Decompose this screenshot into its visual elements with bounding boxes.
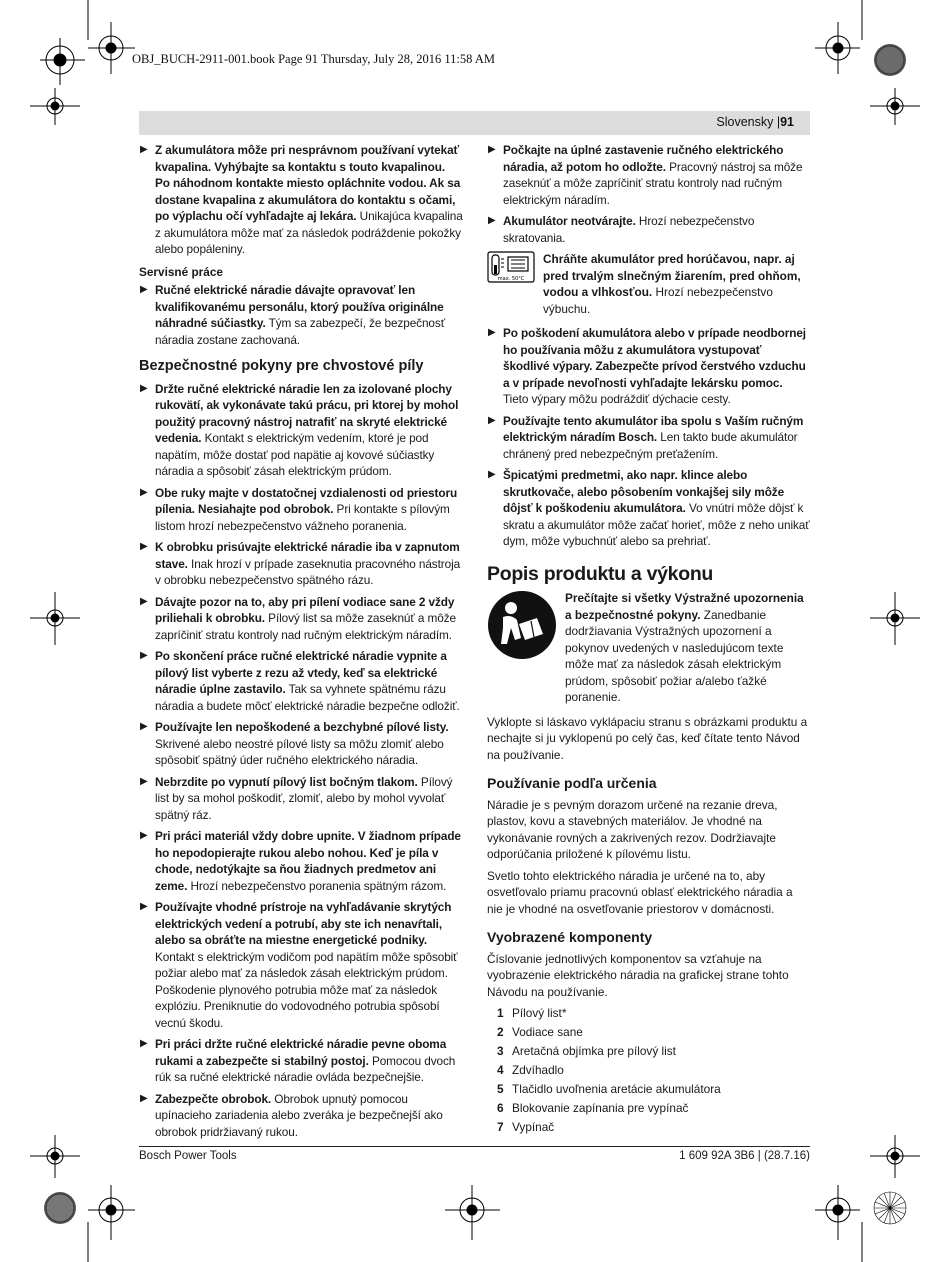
crosshair-mark-top-left (40, 38, 85, 85)
bullet-triangle-icon: ▶ (140, 1092, 148, 1104)
bullet-bold-text: Po skončení práce ručné elektrické náradie vypnite a pílový list vyberte z rezu až vtedy, keď sa elektrické náradie úplne zastavilo. (155, 649, 447, 696)
bullet-triangle-icon: ▶ (140, 541, 148, 552)
safety-bullet (139, 1091, 463, 1141)
bullet-bold-text: Používajte tento akumulátor iba spolu s Vaším ručným elektrickým náradím Bosch. (503, 413, 804, 444)
component-label: Pílový list* (512, 1006, 567, 1020)
bullet-triangle-icon: ▶ (140, 595, 148, 607)
component-item (497, 1100, 810, 1117)
bullet-text: Obrobok upnutý pomocou upínacieho zariadenia alebo zveráka je bezpečnejší ako obrobok pridržiavaný rukou. (155, 1091, 443, 1139)
safety-bullet (139, 142, 463, 258)
crosshair-mark-right-middle (870, 592, 920, 645)
star-disc-bottom-right (874, 1192, 906, 1224)
crosshair-mark-left-middle (30, 592, 80, 645)
bullet-text: Skrivené alebo neostré pílové listy sa môžu zlomiť alebo spôsobiť spätný úder ručného elektrického náradia. (155, 736, 444, 767)
safety-bullet (139, 485, 463, 535)
bullet-triangle-icon: ▶ (140, 486, 148, 498)
bullet-bold-text: Dávajte pozor na to, aby pri pílení vodiace sane 2 vždy priliehali k obrobku. (155, 594, 455, 625)
bullet-text: Len takto bude akumulátor chránený pred nebezpečným preťažením. (503, 430, 798, 461)
safety-bullet (139, 539, 463, 589)
service-heading: Servisné práce (139, 264, 223, 279)
component-item (497, 1043, 810, 1060)
bullet-text: Inak hrozí v prípade zaseknutia pracovného nástroja v obrobku nebezpečenstvo spätného rázu. (155, 556, 461, 587)
footer-doc-number: 1 609 92A 3B6 | (28.7.16) (679, 1150, 810, 1162)
safety-bullet (139, 381, 463, 480)
read-bold-text: Prečítajte si všetky Výstražné upozornenia a bezpečnostné pokyny. (565, 591, 804, 622)
language-label: Slovensky | (716, 115, 781, 129)
bullet-bold-text: Počkajte na úplné zastavenie ručného elektrického náradia, až potom ho odložte. (503, 143, 784, 174)
bullet-text: Tým sa zabezpečí, že bezpečnosť náradia zostane zachovaná. (155, 316, 446, 347)
component-label: Aretačná objímka pre pílový list (512, 1044, 676, 1058)
bullet-triangle-icon: ▶ (140, 144, 148, 155)
component-label: Tlačidlo uvoľnenia aretácie akumulátora (512, 1082, 721, 1096)
safety-bullet (487, 325, 810, 408)
bullet-text: Pri kontakte s pílovým listom hrozí nebezpečenstvo vážneho poranenia. (155, 502, 450, 533)
crosshair-mark-bottom-left (88, 1185, 135, 1240)
bullet-bold-text: Pri práci držte ručné elektrické náradie pevne oboma rukami a zabezpečte si stabilný postoj. (155, 1037, 447, 1068)
component-label: Blokovanie zapínania pre vypínač (512, 1101, 689, 1115)
page-header-label (716, 115, 794, 129)
bullet-text: Unikajúca kvapalina z akumulátora môže mať za následok podráždenie pokožky alebo popáleniny. (155, 209, 463, 256)
safety-bullet (487, 142, 810, 208)
safety-bullet (139, 282, 463, 348)
components-list (487, 1005, 810, 1136)
safety-bullet (487, 413, 810, 463)
heat-warning-text (543, 251, 810, 317)
icon-caption: max. 50°C (497, 276, 525, 282)
bullet-triangle-icon: ▶ (140, 284, 148, 295)
component-label: Vodiace sane (512, 1025, 583, 1039)
safety-bullet (487, 213, 810, 246)
components-intro: Číslovanie jednotlivých komponentov sa vzťahuje na vyobrazenie elektrického náradia na grafickej strane tohto Návodu na používanie. (487, 951, 789, 999)
bullet-triangle-icon: ▶ (140, 830, 148, 841)
bullet-bold-text: Ručné elektrické náradie dávajte opravovať len kvalifikovanému personálu, ktorý používa originálne náhradné súčiastky. (155, 283, 444, 330)
bullet-triangle-icon: ▶ (140, 775, 148, 787)
component-item (497, 1024, 810, 1041)
footer-divider (139, 1146, 810, 1147)
bullet-bold-text: Špicatými predmetmi, ako napr. klince alebo skrutkovače, alebo pôsobením vonkajšej sily môže dôjsť k poškodeniu akumulátora. (503, 468, 785, 515)
component-label: Vypínač (512, 1120, 555, 1134)
bullet-triangle-icon: ▶ (140, 650, 148, 661)
safety-bullet (139, 1036, 463, 1086)
intended-use-paragraph-2: Svetlo tohto elektrického náradia je určené na to, aby osvetľovalo priamu pracovnú oblasť elektrického náradia a nie je vhodné na osvetľovanie priestorov v domácnosti. (487, 868, 793, 916)
bullet-text: Hrozí nebezpečenstvo poranenia spätným rázom. (187, 878, 447, 893)
grey-disc-bottom-left (44, 1192, 76, 1224)
crosshair-mark-top-right (815, 22, 860, 74)
crosshair-mark-bottom-right (815, 1185, 860, 1240)
bullet-bold-text: Po poškodení akumulátora alebo v prípade neodbornej ho používania môžu z akumulátora vystupovať škodlivé výpary. Zabezpečte prívod čerstvého vzduchu a v prípade nevoľnosti vyhľadajte lekársku pomoc. (503, 326, 806, 390)
safety-bullet (139, 899, 463, 1031)
component-item (497, 1062, 810, 1079)
crosshair-mark-right-upper (870, 88, 920, 125)
component-number: 6 (497, 1101, 504, 1115)
footer-brand: Bosch Power Tools (139, 1150, 237, 1162)
page-header-band (139, 111, 810, 135)
components-heading: Vyobrazené komponenty (487, 929, 653, 945)
bullet-triangle-icon: ▶ (488, 469, 496, 480)
safety-bullet (139, 719, 463, 769)
read-text: Zanedbanie dodržiavania Výstražných upozornení a pokynov uvedených v nasledujúcom texte môže mať za následok zásah elektrickým prúdom, spôsobiť požiar a/alebo ťažké poranenie. (565, 607, 784, 704)
product-description-heading: Popis produktu a výkonu (487, 562, 714, 585)
bullet-triangle-icon: ▶ (140, 721, 148, 732)
component-label: Zdvíhadlo (512, 1063, 564, 1077)
component-item (497, 1005, 810, 1022)
heat-bold-text: Chráňte akumulátor pred horúčavou, napr. aj pred trvalým slnečným žiarením, pred ohňom, vodou a vlhkosťou. (543, 252, 801, 299)
bullet-bold-text: Používajte vhodné prístroje na vyhľadávanie skrytých elektrických vedení a potrubí, aby ste ich nenavŕtali, alebo sa obráťte na miestne energetické podniky. (155, 900, 452, 947)
bullet-text: Pílový list sa môže zaseknúť a môže zapríčiniť stratu kontroly nad ručným elektrickým náradím. (155, 611, 456, 642)
grey-disc-top-right (874, 44, 906, 76)
component-number: 2 (497, 1025, 504, 1039)
bullet-triangle-icon: ▶ (488, 144, 496, 155)
left-column (139, 142, 463, 1145)
safety-bullet (139, 648, 463, 714)
safety-bullet (139, 774, 463, 824)
crosshair-mark-left-lower (30, 1135, 80, 1178)
bullet-text: Vo vnútri môže dôjsť k skratu a akumulátor môže začať horieť, môže z neho unikať dym, môže vybuchnúť alebo sa prehriať. (503, 501, 810, 548)
bullet-text: Kontakt s elektrickým vodičom pod napätím môže spôsobiť požiar alebo mať za následok zásah elektrickým prúdom. Poškodenie plynového potrubia môže mať za následok explóziu. Preniknutie do vodovodného potrubia spôsobí vecnú škodu. (155, 949, 458, 1030)
component-number: 5 (497, 1082, 504, 1096)
intended-use-paragraph-1: Náradie je s pevným dorazom určené na rezanie dreva, plastov, kovu a stavebných materiálov. Je vhodné na vykonávanie rovných a zakrivených rezov. Dodržiavajte odporúčania priložené k pílovému listu. (487, 797, 778, 861)
bullet-triangle-icon: ▶ (140, 382, 148, 394)
component-item (497, 1119, 810, 1136)
intended-use-heading: Používanie podľa určenia (487, 775, 657, 791)
crosshair-mark-top-center (88, 22, 135, 74)
heat-warning-block (487, 251, 810, 317)
bullet-bold-text: Pri práci materiál vždy dobre upnite. V žiadnom prípade ho nepodopierajte rukou alebo nohou. Keď je píla v chode, nedotýkajte sa ňou žiadnych predmetov ani zeme. (155, 829, 461, 893)
bullet-triangle-icon: ▶ (488, 414, 496, 426)
heat-text: Hrozí nebezpečenstvo výbuchu. (543, 285, 773, 316)
crosshair-mark-bottom-center (445, 1185, 500, 1240)
bullet-triangle-icon: ▶ (488, 327, 496, 338)
bullet-text: Hrozí nebezpečenstvo skratovania. (503, 214, 755, 245)
component-number: 3 (497, 1044, 504, 1058)
bullet-text: Tieto výpary môžu podráždiť dýchacie cesty. (503, 392, 731, 406)
bullet-triangle-icon: ▶ (140, 901, 148, 912)
read-manual-block (487, 590, 810, 706)
right-column (487, 142, 810, 1138)
bullet-text: Kontakt s elektrickým vedením, ktoré je pod napätím, môže dostať pod napätie aj kovové súčiastky náradia a spôsobiť zásah elektrickým prúdom. (155, 431, 435, 478)
bullet-bold-text: Akumulátor neotvárajte. (503, 214, 636, 228)
bullet-bold-text: K obrobku prisúvajte elektrické náradie iba v zapnutom stave. (155, 540, 460, 571)
saw-safety-heading: Bezpečnostné pokyny pre chvostové píly (139, 358, 424, 374)
bullet-text: Tak sa vyhnete spätnému rázu náradia a budete môcť elektrické náradie bezpečne odložiť. (155, 682, 460, 713)
component-number: 7 (497, 1120, 504, 1134)
component-number: 4 (497, 1063, 504, 1077)
bullet-bold-text: Zabezpečte obrobok. (155, 1091, 272, 1106)
bullet-text: Pomocou dvoch rúk sa ručné elektrické náradie ovláda bezpečnejšie. (155, 1053, 456, 1084)
bullet-bold-text: Držte ručné elektrické náradie len za izolované plochy rukovätí, ak vykonávate takú prácu, pri ktorej by mohol použitý pracovný nástroj natrafiť na skryté elektrické vedenia. (155, 381, 459, 445)
component-item (497, 1081, 810, 1098)
crosshair-mark-right-lower (870, 1135, 920, 1178)
bullet-text: Pracovný nástroj sa môže zaseknúť a môže zapríčiniť stratu kontroly nad ručným elektrickým náradím. (503, 159, 803, 207)
print-job-header: OBJ_BUCH-2911-001.book Page 91 Thursday, July 28, 2016 11:58 AM (132, 52, 495, 66)
bullet-bold-text: Nebrzdite po vypnutí pílový list bočným tlakom. (155, 774, 418, 789)
bullet-bold-text: Používajte len nepoškodené a bezchybné pílové listy. (155, 720, 449, 734)
foldout-paragraph: Vyklopte si láskavo vyklápaciu stranu s obrázkami produktu a nechajte si ju vyklopenú po celý čas, keď čítate tento Návod na používanie. (487, 714, 808, 762)
safety-bullet (139, 828, 463, 894)
bullet-triangle-icon: ▶ (140, 1038, 148, 1049)
component-number: 1 (497, 1006, 504, 1020)
bullet-bold-text: Obe ruky majte v dostatočnej vzdialenosti od priestoru pílenia. Nesiahajte pod obrobok. (155, 485, 458, 516)
bullet-text: Pílový list by sa mohol poškodiť, zlomiť, alebo by mohol vyvolať spätný ráz. (155, 774, 453, 822)
read-manual-text (565, 590, 810, 706)
safety-bullet (487, 467, 810, 550)
read-manual-icon (487, 590, 557, 706)
bullet-bold-text: Z akumulátora môže pri nesprávnom používaní vytekať kvapalina. Vyhýbajte sa kontaktu s touto kvapalinou. Po náhodnom kontakte miesto opláchnite vodou. Ak sa dostane kvapalina z akumulátora do kontaktu s očami, po výplachu očí vyhľadajte aj lekára. (155, 143, 461, 223)
page-number: 91 (780, 115, 794, 129)
crosshair-mark-left-upper (30, 88, 80, 125)
bullet-triangle-icon: ▶ (488, 215, 496, 226)
safety-bullet (139, 594, 463, 644)
battery-heat-icon (487, 251, 535, 317)
